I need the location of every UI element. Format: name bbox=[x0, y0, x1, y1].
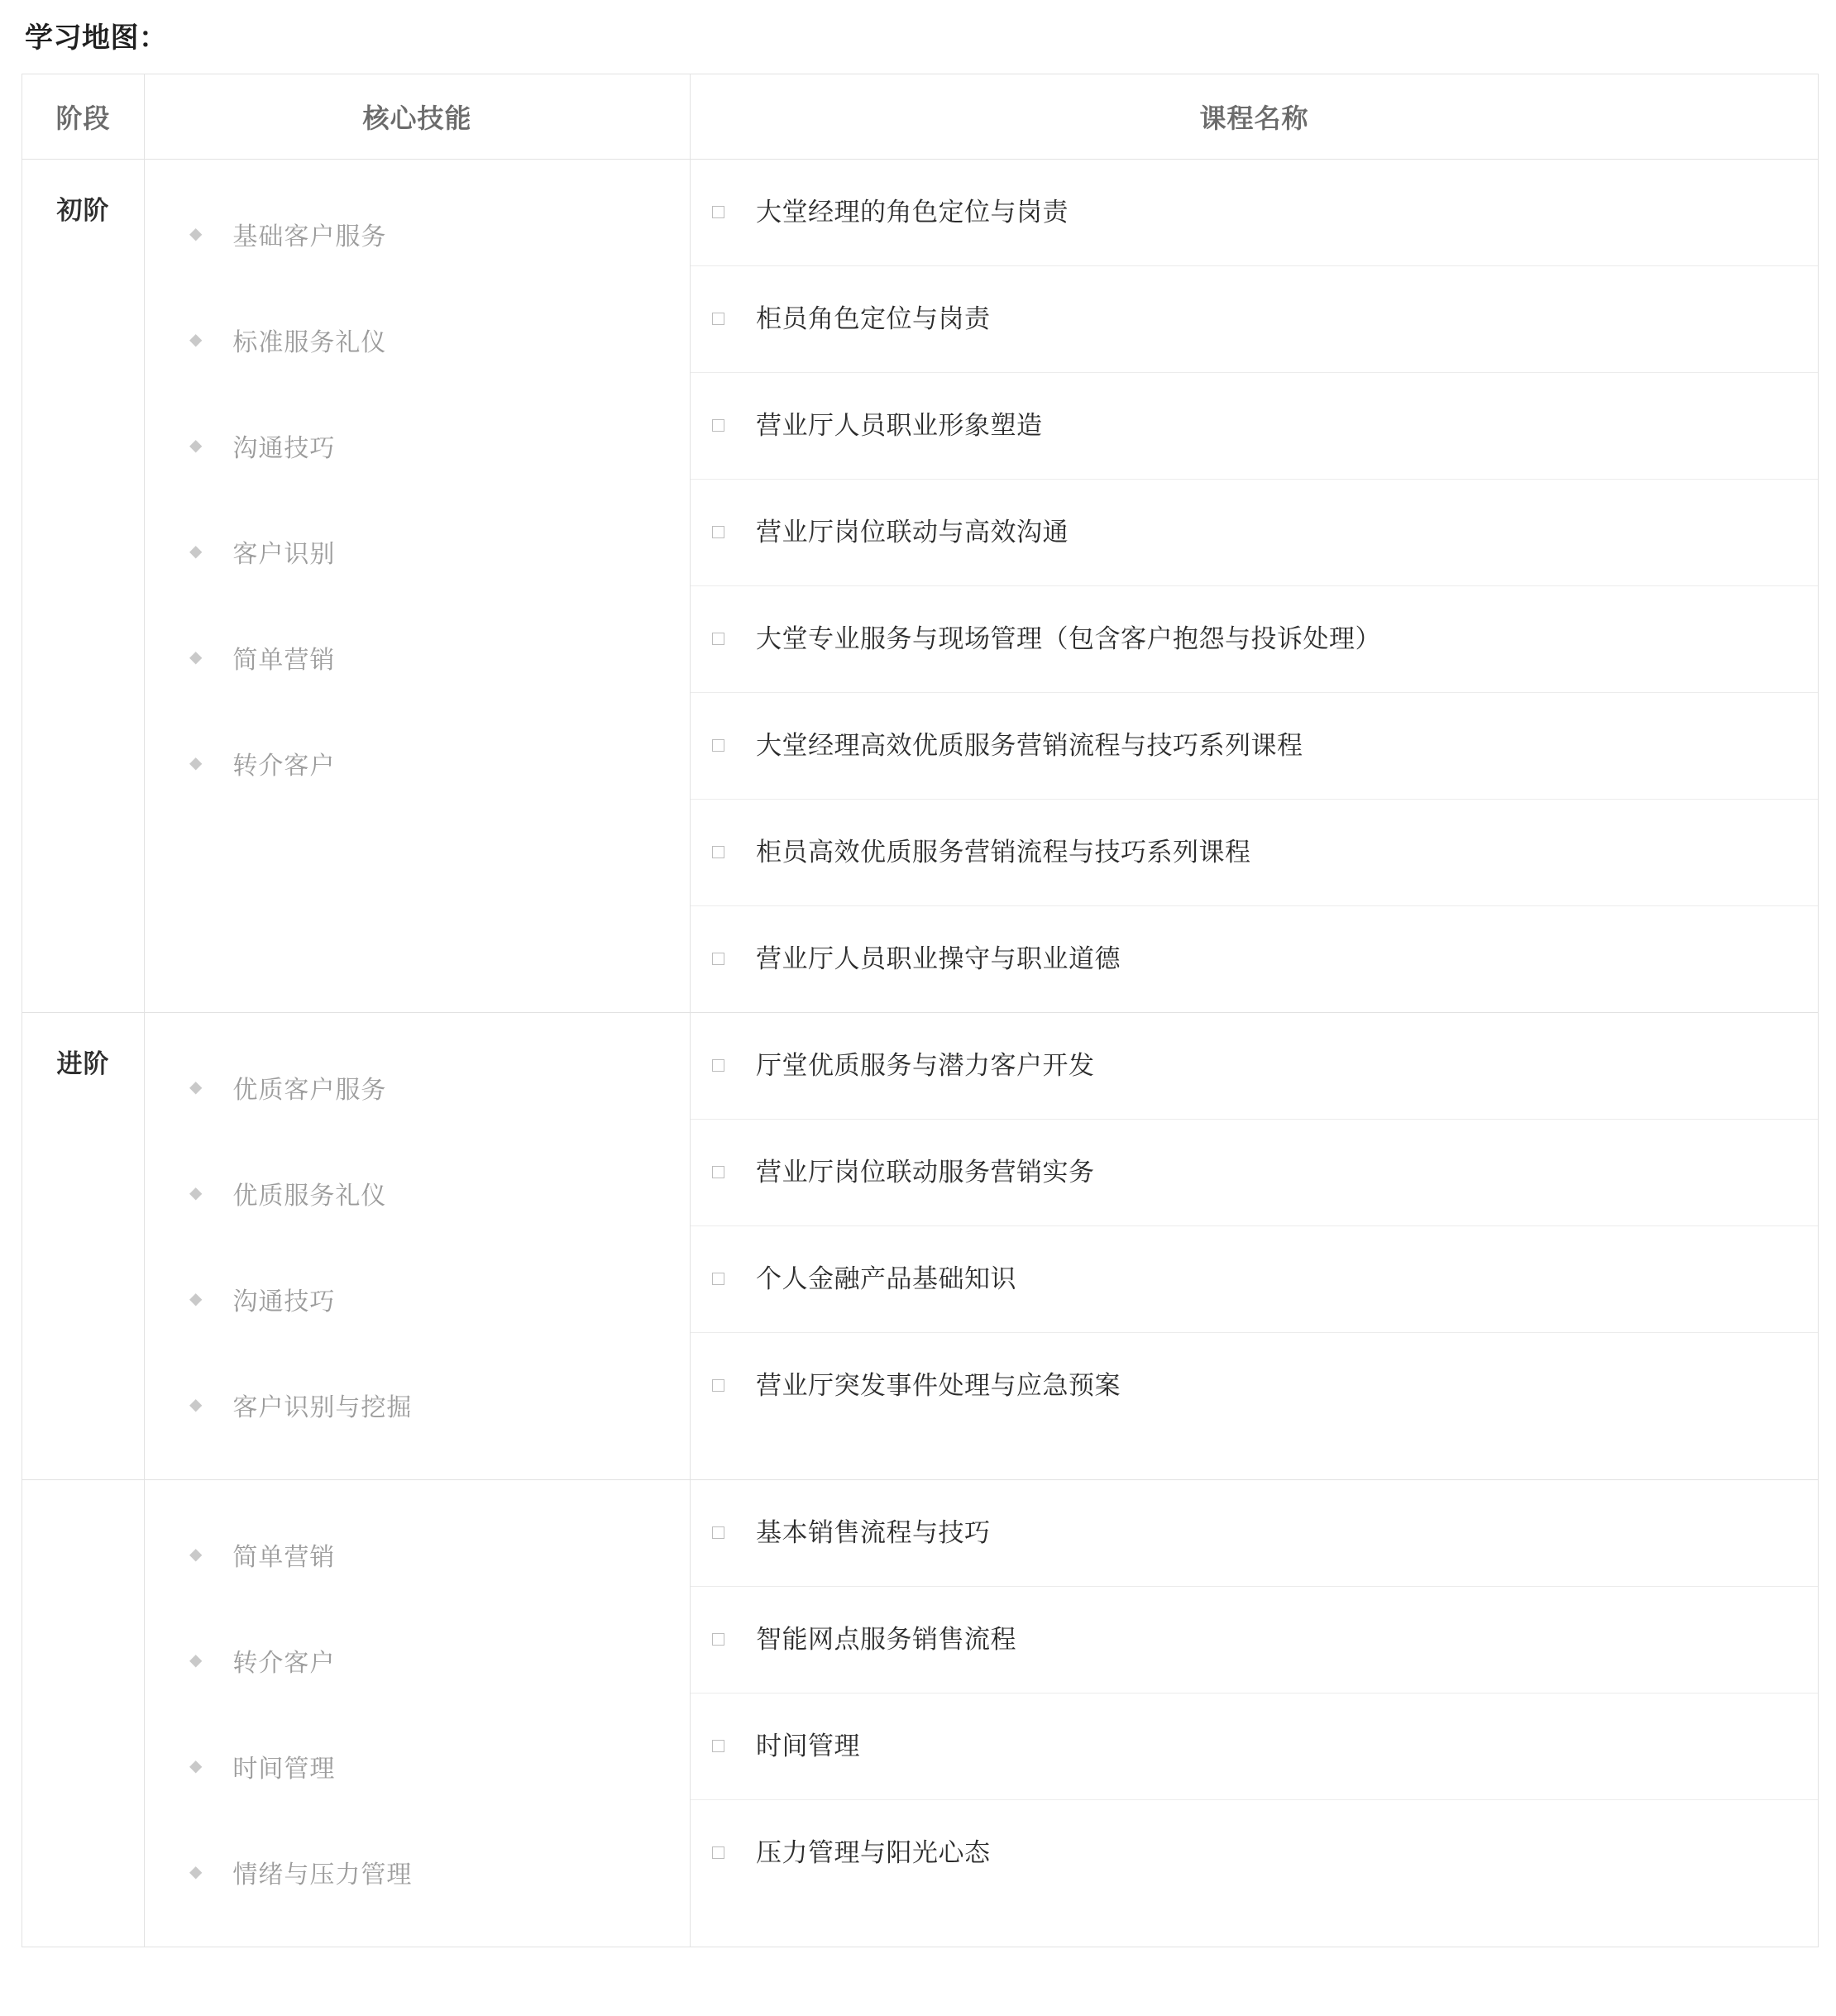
diamond-bullet-icon: ◆ bbox=[189, 437, 203, 455]
list-item bbox=[691, 1226, 1818, 1333]
column-header-stage: 阶段 bbox=[22, 74, 145, 160]
skill-label: 简单营销 bbox=[232, 647, 336, 674]
diamond-bullet-icon: ◆ bbox=[189, 648, 203, 666]
course-cell-group bbox=[691, 1013, 1819, 1480]
course-label: 营业厅岗位联动服务营销实务 bbox=[756, 1157, 1095, 1187]
list-item bbox=[145, 1608, 690, 1713]
diamond-bullet-icon: ◆ bbox=[189, 1396, 203, 1414]
list-item bbox=[691, 800, 1818, 906]
square-bullet-icon bbox=[712, 206, 724, 218]
course-label: 大堂专业服务与现场管理（包含客户抱怨与投诉处理） bbox=[756, 623, 1381, 653]
diamond-bullet-icon: ◆ bbox=[189, 1757, 203, 1775]
list-item bbox=[691, 160, 1818, 266]
list-item bbox=[691, 1800, 1818, 1907]
course-label: 厅堂优质服务与潜力客户开发 bbox=[756, 1050, 1095, 1080]
course-label: 基本销售流程与技巧 bbox=[756, 1517, 991, 1547]
table-row bbox=[22, 1013, 1819, 1480]
course-label: 营业厅岗位联动与高效沟通 bbox=[756, 517, 1069, 547]
course-label: 柜员高效优质服务营销流程与技巧系列课程 bbox=[756, 837, 1251, 867]
square-bullet-icon bbox=[712, 1633, 724, 1646]
list-item bbox=[691, 266, 1818, 373]
skill-label: 情绪与压力管理 bbox=[232, 1861, 413, 1889]
skill-label: 沟通技巧 bbox=[232, 1288, 336, 1316]
skill-list bbox=[145, 1502, 690, 1925]
square-bullet-icon bbox=[712, 633, 724, 645]
list-item bbox=[691, 373, 1818, 480]
course-list bbox=[691, 1480, 1818, 1906]
course-label: 智能网点服务销售流程 bbox=[756, 1624, 1016, 1654]
stage-label: 进阶 bbox=[22, 1013, 145, 1480]
diamond-bullet-icon: ◆ bbox=[189, 1078, 203, 1096]
course-label: 营业厅突发事件处理与应急预案 bbox=[756, 1370, 1121, 1400]
skill-list bbox=[145, 1034, 690, 1458]
table-header bbox=[22, 74, 1819, 160]
list-item bbox=[691, 1694, 1818, 1800]
course-label: 个人金融产品基础知识 bbox=[756, 1264, 1016, 1293]
list-item bbox=[145, 181, 690, 287]
diamond-bullet-icon: ◆ bbox=[189, 1545, 203, 1564]
diamond-bullet-icon: ◆ bbox=[189, 1290, 203, 1308]
list-item bbox=[145, 1246, 690, 1352]
list-item bbox=[145, 710, 690, 816]
diamond-bullet-icon: ◆ bbox=[189, 225, 203, 243]
skill-label: 转介客户 bbox=[232, 752, 336, 780]
square-bullet-icon bbox=[712, 1740, 724, 1752]
diamond-bullet-icon: ◆ bbox=[189, 1184, 203, 1202]
page-title: 学习地图： bbox=[25, 22, 168, 54]
course-label: 压力管理与阳光心态 bbox=[756, 1837, 991, 1867]
square-bullet-icon bbox=[712, 1273, 724, 1285]
square-bullet-icon bbox=[712, 419, 724, 432]
skill-cell bbox=[145, 1013, 691, 1480]
square-bullet-icon bbox=[712, 953, 724, 965]
stage-label: 初阶 bbox=[22, 160, 145, 1013]
skill-list bbox=[145, 181, 690, 816]
square-bullet-icon bbox=[712, 1166, 724, 1178]
course-label: 营业厅人员职业操守与职业道德 bbox=[756, 944, 1121, 973]
list-item bbox=[691, 1587, 1818, 1694]
list-item bbox=[145, 1140, 690, 1246]
skill-label: 基础客户服务 bbox=[232, 223, 387, 251]
list-item bbox=[145, 604, 690, 710]
skill-label: 简单营销 bbox=[232, 1544, 336, 1571]
skill-cell bbox=[145, 160, 691, 1013]
course-list bbox=[691, 1013, 1818, 1439]
stage-label bbox=[22, 1480, 145, 1947]
square-bullet-icon bbox=[712, 846, 724, 858]
skill-label: 沟通技巧 bbox=[232, 435, 336, 462]
list-item bbox=[145, 1713, 690, 1819]
diamond-bullet-icon: ◆ bbox=[189, 754, 203, 772]
skill-label: 转介客户 bbox=[232, 1650, 336, 1677]
list-item bbox=[691, 480, 1818, 586]
list-item bbox=[145, 1034, 690, 1140]
square-bullet-icon bbox=[712, 739, 724, 752]
course-label: 大堂经理高效优质服务营销流程与技巧系列课程 bbox=[756, 730, 1303, 760]
diamond-bullet-icon: ◆ bbox=[189, 1651, 203, 1670]
course-label: 大堂经理的角色定位与岗责 bbox=[756, 197, 1069, 227]
square-bullet-icon bbox=[712, 1526, 724, 1539]
list-item bbox=[691, 1480, 1818, 1587]
skill-label: 标准服务礼仪 bbox=[232, 329, 387, 356]
square-bullet-icon bbox=[712, 1379, 724, 1392]
list-item bbox=[691, 906, 1818, 1013]
list-item bbox=[691, 1013, 1818, 1120]
course-label: 柜员角色定位与岗责 bbox=[756, 303, 991, 333]
list-item bbox=[691, 586, 1818, 693]
list-item bbox=[691, 693, 1818, 800]
list-item bbox=[691, 1333, 1818, 1440]
list-item bbox=[145, 287, 690, 393]
diamond-bullet-icon: ◆ bbox=[189, 331, 203, 349]
skill-label: 优质客户服务 bbox=[232, 1077, 387, 1104]
list-item bbox=[691, 1120, 1818, 1226]
table-row bbox=[22, 160, 1819, 1013]
list-item bbox=[145, 1819, 690, 1925]
column-header-skill: 核心技能 bbox=[145, 74, 691, 160]
header-row bbox=[22, 74, 1819, 160]
skill-label: 客户识别 bbox=[232, 541, 336, 568]
skill-label: 时间管理 bbox=[232, 1756, 336, 1783]
course-label: 时间管理 bbox=[756, 1731, 860, 1760]
square-bullet-icon bbox=[712, 526, 724, 538]
course-list bbox=[691, 160, 1818, 1012]
table-row bbox=[22, 1480, 1819, 1947]
list-item bbox=[145, 499, 690, 604]
list-item bbox=[145, 1352, 690, 1458]
square-bullet-icon bbox=[712, 1846, 724, 1859]
table-body bbox=[22, 160, 1819, 1947]
diamond-bullet-icon: ◆ bbox=[189, 1863, 203, 1881]
diamond-bullet-icon: ◆ bbox=[189, 542, 203, 561]
skill-label: 客户识别与挖掘 bbox=[232, 1394, 413, 1421]
course-cell-group bbox=[691, 1480, 1819, 1947]
skill-label: 优质服务礼仪 bbox=[232, 1182, 387, 1210]
column-header-course: 课程名称 bbox=[691, 74, 1819, 160]
list-item bbox=[145, 1502, 690, 1608]
skill-cell bbox=[145, 1480, 691, 1947]
square-bullet-icon bbox=[712, 313, 724, 325]
square-bullet-icon bbox=[712, 1059, 724, 1072]
course-label: 营业厅人员职业形象塑造 bbox=[756, 410, 1043, 440]
course-cell-group bbox=[691, 160, 1819, 1013]
learning-map-table bbox=[22, 74, 1819, 1947]
list-item bbox=[145, 393, 690, 499]
